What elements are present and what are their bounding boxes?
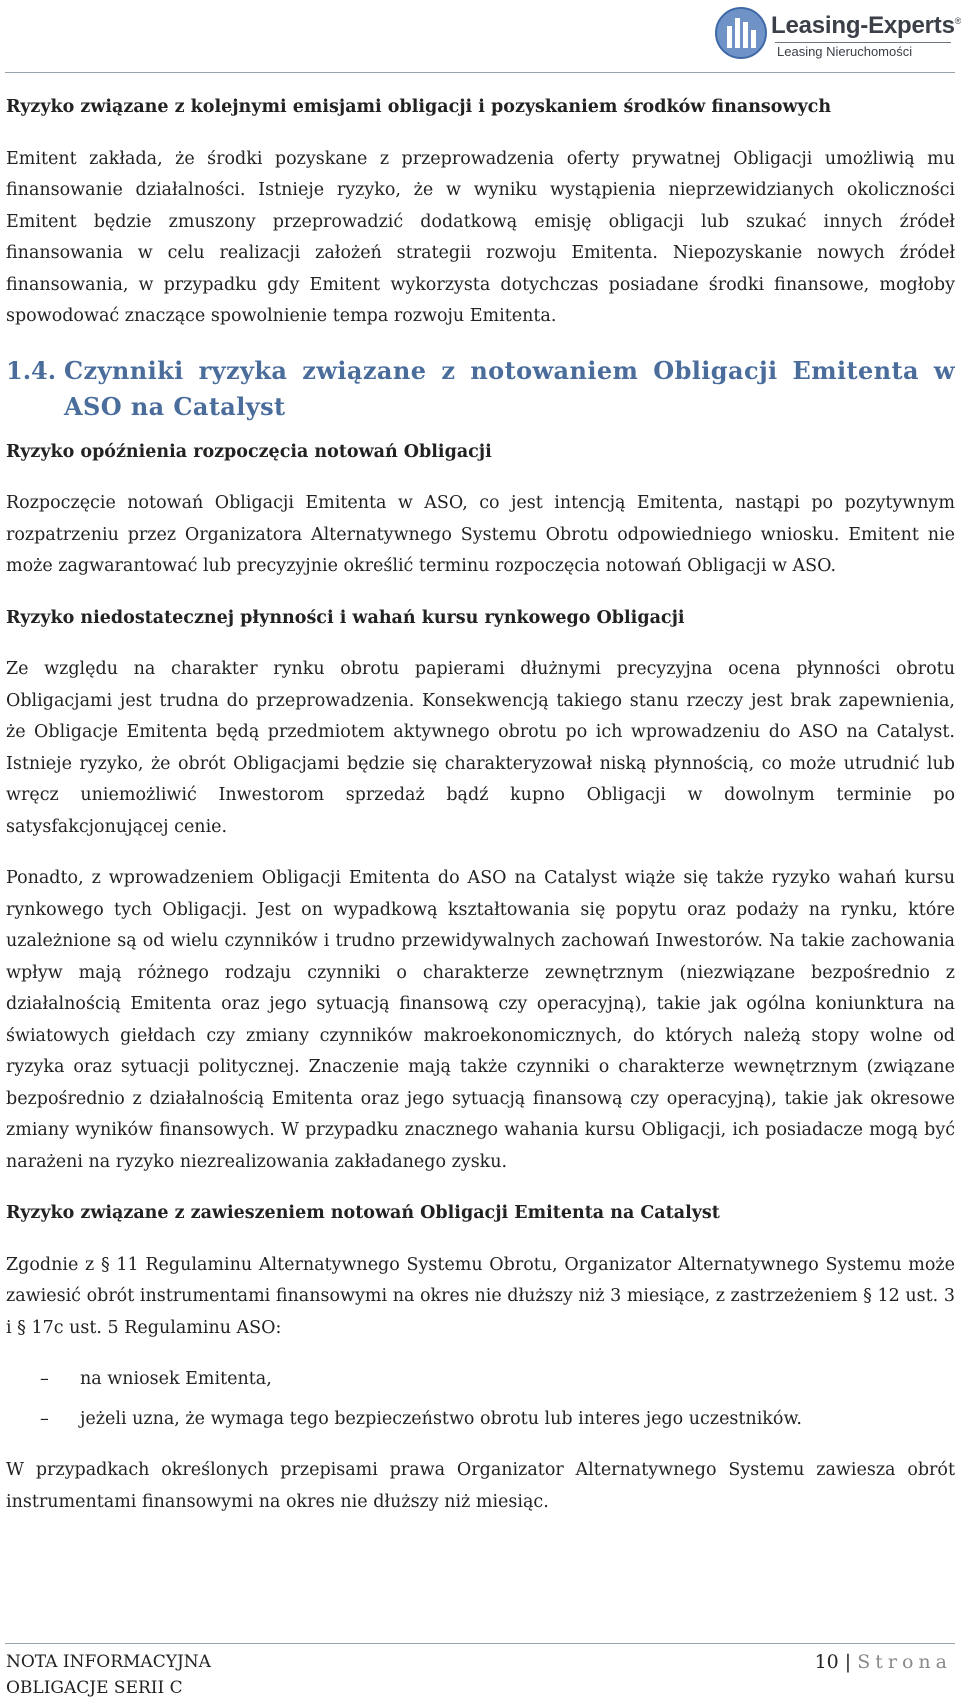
paragraph: W przypadkach określonych przepisami prawa Organizator Alternatywnego Systemu zawiesza obrót instrumentami finansowymi na okres nie dłuższy niż miesiąc. <box>6 1460 955 1512</box>
dash-list <box>6 1364 955 1435</box>
footer-line-1: NOTA INFORMACYJNA <box>6 1652 211 1672</box>
company-logo <box>715 4 961 64</box>
page-header <box>0 0 960 74</box>
logo-divider <box>775 42 951 43</box>
page-label: Strona <box>857 1651 952 1673</box>
footer-line-2: OBLIGACJE SERII C <box>6 1678 183 1698</box>
paragraph: Ponadto, z wprowadzeniem Obligacji Emitenta do ASO na Catalyst wiąże się także ryzyko wahań kursu rynkowego tych Obligacji. Jest on wypadkową kształtowania się popytu oraz podaży na rynku, które uzależnione są od wielu czynników i trudno przewidywalnych zachowań Inwestorów. Na takie zachowania wpływ mają różnego rodzaju czynniki o charakterze zewnętrznym (niezwiązane bezpośrednio z działalnością Emitenta oraz jego sytuacją finansową czy operacyjną), takie jak ogólna koniunktura na światowych giełdach czy zmiany czynników makroekonomicznych, do których należą stopy wolne od ryzyka oraz sytuacji politycznej. Znaczenie mają także czynniki o charakterze wewnętrznym (związane bezpośrednio z działalnością Emitenta oraz jego sytuacją finansową czy operacyjną), takie jak okresowe zmiany wyników finansowych. W przypadku znacznego wahania kursu Obligacji, ich posiadacze mogą być narażeni na ryzyko niezrealizowania zakładanego zysku. <box>6 868 955 1172</box>
paragraph: Ze względu na charakter rynku obrotu papierami dłużnymi precyzyjna ocena płynności obrotu Obligacjami jest trudna do przeprowadzenia. Konsekwencją takiego stanu rzeczy jest brak zapewnienia, że Obligacje Emitenta będą przedmiotem aktywnego obrotu po ich wprowadzeniu do ASO na Catalyst. Istnieje ryzyko, że obrót Obligacjami będzie się charakteryzował niską płynnością, co może utrudnić lub wręcz uniemożliwić Inwestorom sprzedaż bądź kupno Obligacji w dowolnym terminie po satysfakcjonującej cenie. <box>6 659 955 837</box>
dash-bullet: – <box>40 1369 49 1389</box>
list-item-text: na wniosek Emitenta, <box>80 1369 272 1389</box>
page-separator: | <box>844 1651 852 1673</box>
footer-divider <box>5 1643 955 1644</box>
subheading-listing-delay: Ryzyko opóźnienia rozpoczęcia notowań Obligacji <box>6 441 492 462</box>
header-divider <box>5 72 955 73</box>
section-number: 1.4. <box>6 355 57 385</box>
page-footer <box>0 1635 960 1697</box>
document-body <box>6 92 955 1538</box>
paragraph: Zgodnie z § 11 Regulaminu Alternatywnego Systemu Obrotu, Organizator Alternatywnego Systemu może zawiesić obrót instrumentami finansowymi na okres nie dłuższy niż 3 miesiące, z zastrzeżeniem § 12 ust. 3 i § 17c ust. 5 Regulaminu ASO: <box>6 1254 955 1338</box>
footer-document-title <box>6 1649 211 1701</box>
section-title: Czynniki ryzyka związane z notowaniem Obligacji Emitenta w ASO na Catalyst <box>64 355 955 421</box>
page-indicator <box>815 1649 952 1675</box>
logo-subtitle: Leasing Nieruchomości <box>777 44 913 59</box>
subheading-suspension-risk: Ryzyko związane z zawieszeniem notowań Obligacji Emitenta na Catalyst <box>6 1203 720 1223</box>
section-heading <box>6 353 955 425</box>
dash-bullet: – <box>40 1408 49 1429</box>
list-item-text: jeżeli uzna, że wymaga tego bezpieczeństwo obrotu lub interes jego uczestników. <box>80 1408 802 1429</box>
registered-mark: ® <box>954 16 961 26</box>
paragraph: Rozpoczęcie notowań Obligacji Emitenta w ASO, co jest intencją Emitenta, nastąpi po pozytywnym rozpatrzeniu przez Organizatora Alternatywnego Systemu Obrotu odpowiedniego wniosku. Emitent nie może zagwarantować lub precyzyjnie określić terminu rozpoczęcia notowań Obligacji w ASO. <box>6 493 955 576</box>
page-number: 10 <box>814 1651 839 1673</box>
subheading-emission-risk: Ryzyko związane z kolejnymi emisjami obligacji i pozyskaniem środków finansowych <box>6 97 832 117</box>
paragraph: Emitent zakłada, że środki pozyskane z przeprowadzenia oferty prywatnej Obligacji umożliwią mu finansowanie działalności. Istnieje ryzyko, że w wyniku wystąpienia nieprzewidzianych okoliczności Emitent będzie zmuszony przeprowadzić dodatkową emisję obligacji lub szukać innych źródeł finansowania w celu realizacji założeń strategii rozwoju Emitenta. Niepozyskanie nowych źródeł finansowania, w przypadku gdy Emitent wykorzysta dotychczas posiadane środki finansowe, mogłoby spowodować znaczące spowolnienie tempa rozwoju Emitenta. <box>6 148 955 326</box>
logo-emblem-icon <box>715 6 767 60</box>
list-item <box>6 1404 955 1436</box>
subheading-liquidity-risk: Ryzyko niedostatecznej płynności i wahań kursu rynkowego Obligacji <box>6 607 685 628</box>
list-item <box>6 1364 955 1396</box>
logo-text: Leasing-Experts® <box>771 12 961 39</box>
